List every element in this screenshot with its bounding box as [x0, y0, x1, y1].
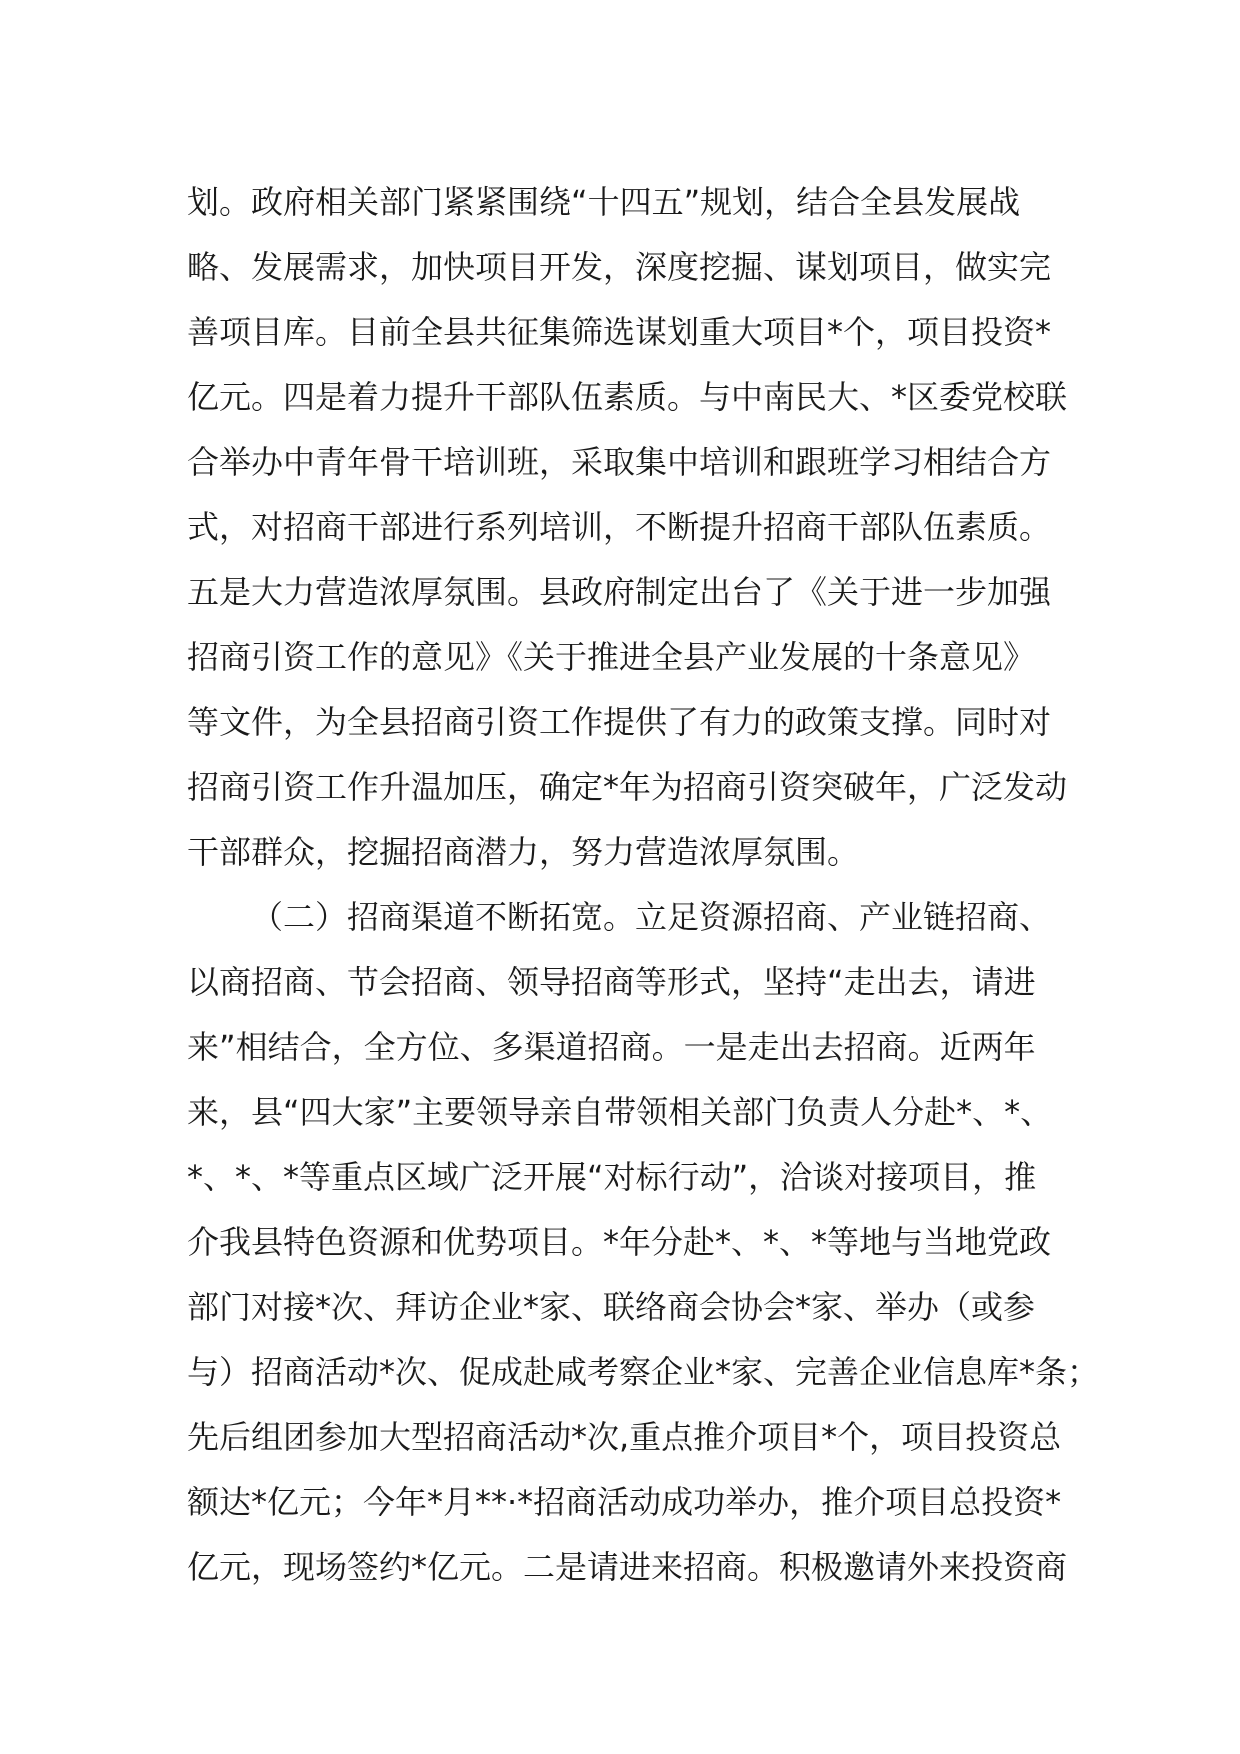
- text-line: 部门对接*次、拜访企业*家、联络商会协会*家、举办（或参: [187, 1288, 1036, 1326]
- text-line: 式，对招商干部进行系列培训，不断提升招商干部队伍素质。: [187, 508, 1052, 546]
- text-line: 来”相结合，全方位、多渠道招商。一是走出去招商。近两年: [187, 1028, 1036, 1066]
- text-line: *、*、*等重点区域广泛开展“对标行动”，洽谈对接项目，推: [187, 1158, 1037, 1196]
- section-heading-line: （二）招商渠道不断拓宽。立足资源招商、产业链招商、: [251, 898, 1052, 936]
- text-line: 合举办中青年骨干培训班，采取集中培训和跟班学习相结合方: [187, 443, 1052, 481]
- text-line: 来，县“四大家”主要领导亲自带领相关部门负责人分赴*、*、: [187, 1093, 1053, 1131]
- text-line: 划。政府相关部门紧紧围绕“十四五”规划，结合全县发展战: [187, 183, 1021, 221]
- text-line: 善项目库。目前全县共征集筛选谋划重大项目*个，项目投资*: [187, 313, 1052, 351]
- body-text: [187, 170, 1100, 1600]
- text-line: 五是大力营造浓厚氛围。县政府制定出台了《关于进一步加强: [187, 573, 1052, 611]
- text-line: 先后组团参加大型招商活动*次,重点推介项目*个，项目投资总: [187, 1418, 1062, 1456]
- text-line: 以商招商、节会招商、领导招商等形式，坚持“走出去，请进: [187, 963, 1036, 1001]
- text-line: 干部群众，挖掘招商潜力，努力营造浓厚氛围。: [187, 833, 860, 871]
- text-line: 亿元。四是着力提升干部队伍素质。与中南民大、*区委党校联: [187, 378, 1068, 416]
- text-line: 介我县特色资源和优势项目。*年分赴*、*、*等地与当地党政: [187, 1223, 1052, 1261]
- text-line: 与）招商活动*次、促成赴咸考察企业*家、完善企业信息库*条；: [187, 1353, 1100, 1391]
- text-line: 招商引资工作的意见》《关于推进全县产业发展的十条意见》: [187, 638, 1036, 676]
- text-line: 略、发展需求，加快项目开发，深度挖掘、谋划项目，做实完: [187, 248, 1052, 286]
- text-line: 等文件，为全县招商引资工作提供了有力的政策支撑。同时对: [187, 703, 1052, 741]
- text-line: 亿元，现场签约*亿元。二是请进来招商。积极邀请外来投资商: [187, 1548, 1068, 1586]
- text-line: 额达*亿元；今年*月**·*招商活动成功举办，推介项目总投资*: [187, 1483, 1062, 1521]
- text-line: 招商引资工作升温加压，确定*年为招商引资突破年，广泛发动: [187, 768, 1068, 806]
